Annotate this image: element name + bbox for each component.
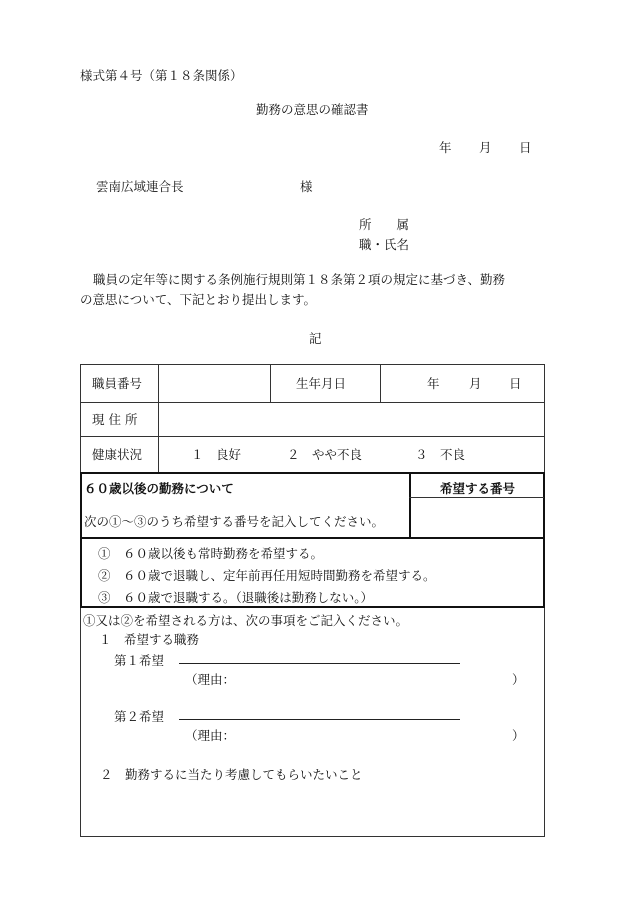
addressee-name: 雲南広域連合長 [96, 179, 184, 194]
after60-instruction: 次の①～③のうち希望する番号を記入してください。 [84, 514, 385, 529]
applicant-name-label: 職・氏名 [359, 237, 410, 252]
address-field[interactable] [159, 403, 544, 436]
birth-year: 年 [427, 376, 440, 391]
considerations-field[interactable] [100, 785, 530, 830]
birthdate-label: 生年月日 [296, 376, 347, 391]
item2-label: ２ 勤務するに当たり考慮してもらいたいこと [100, 767, 363, 782]
choice-3: ③ ６０歳で退職する。（退職後は勤務しない。） [98, 590, 374, 605]
desired-number-label: 希望する番号 [440, 481, 516, 496]
desired-number-field[interactable] [412, 499, 542, 536]
first-choice-input-line[interactable] [179, 663, 460, 664]
applicant-dept-label: 所 属 [359, 217, 410, 232]
addressee-honorific: 様 [300, 179, 313, 194]
health-option-good[interactable]: １ 良好 [191, 447, 242, 462]
after60-heading: ６０歳以後の勤務について [84, 481, 234, 496]
choice-2: ② ６０歳で退職し、定年前再任用短時間勤務を希望する。 [98, 568, 436, 583]
body-text-line1: 職員の定年等に関する条例施行規則第１８条第２項の規定に基づき、勤務 [93, 272, 506, 287]
first-choice-label: 第１希望 [114, 653, 165, 668]
birth-day: 日 [509, 376, 522, 391]
health-option-fair[interactable]: ２ やや不良 [287, 447, 363, 462]
form-number: 様式第４号（第１８条関係） [80, 68, 243, 83]
lower-note: ①又は②を希望される方は、次の事項をご記入ください。 [83, 613, 409, 628]
address-label: 現 住 所 [92, 412, 138, 427]
first-reason-close: ） [512, 672, 525, 687]
health-label: 健康状況 [92, 447, 143, 462]
staff-number-field[interactable] [159, 365, 269, 402]
health-option-poor[interactable]: ３ 不良 [415, 447, 466, 462]
birth-month: 月 [469, 376, 482, 391]
body-text-line2: の意思について、下記とおり提出します。 [80, 292, 317, 307]
item1-label: １ 希望する職務 [99, 632, 200, 647]
second-reason-close: ） [512, 728, 525, 743]
second-reason-open: （理由： [185, 728, 236, 743]
document-title: 勤務の意思の確認書 [256, 102, 369, 117]
date-year: 年 [439, 140, 452, 155]
staff-number-label: 職員番号 [92, 376, 143, 391]
date-day: 日 [519, 140, 532, 155]
first-reason-open: （理由： [185, 672, 236, 687]
choice-1: ① ６０歳以後も常時勤務を希望する。 [98, 546, 324, 561]
date-month: 月 [479, 140, 492, 155]
second-choice-input-line[interactable] [179, 719, 460, 720]
ki-label: 記 [309, 331, 322, 346]
second-choice-label: 第２希望 [114, 709, 165, 724]
